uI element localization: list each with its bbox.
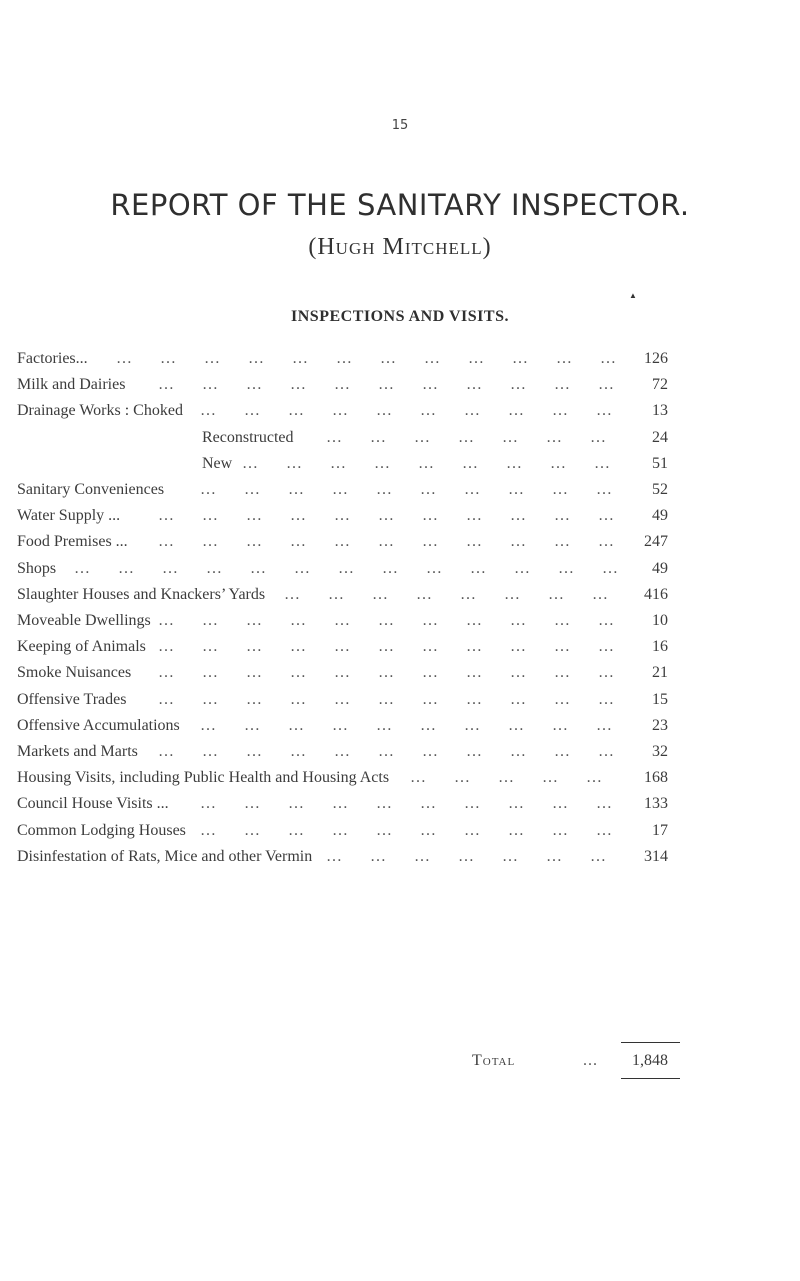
dot-leaders: … … … … … … … … … … … bbox=[158, 664, 615, 682]
list-item bbox=[0, 425, 800, 451]
item-value: 168 bbox=[644, 769, 668, 787]
item-value: 21 bbox=[652, 664, 668, 682]
item-label: Disinfestation of Rats, Mice and other Vermin bbox=[17, 847, 313, 865]
dot-leaders: … … … … … bbox=[410, 769, 603, 787]
dot-leaders: … … … … … … … … … … bbox=[200, 795, 613, 813]
dot-leaders: … … … … … … … … … … bbox=[200, 716, 613, 734]
list-item bbox=[0, 608, 800, 634]
dot-leaders: … … … … … … … … … … bbox=[200, 821, 613, 839]
dot-leaders: … … … … … … … … … … … bbox=[158, 612, 615, 629]
total-row bbox=[0, 1048, 800, 1074]
list-item bbox=[0, 372, 800, 398]
item-value: 49 bbox=[652, 507, 668, 525]
total-leaders: ... bbox=[583, 1052, 598, 1069]
list-item bbox=[0, 739, 800, 765]
item-value: 23 bbox=[652, 716, 668, 734]
item-label: Factories... bbox=[17, 350, 88, 367]
list-item bbox=[0, 451, 800, 477]
item-value: 51 bbox=[652, 454, 668, 472]
item-value: 17 bbox=[652, 821, 668, 839]
dot-leaders: … … … … … … … … … … … bbox=[158, 690, 615, 708]
list-item bbox=[0, 529, 800, 555]
item-label: Drainage Works : Choked bbox=[17, 402, 183, 420]
dot-leaders: … … … … … … … bbox=[326, 428, 607, 446]
page-number: 15 bbox=[391, 118, 409, 133]
item-value: 314 bbox=[644, 847, 668, 865]
item-label: Offensive Trades bbox=[17, 690, 127, 708]
report-title: REPORT OF THE SANITARY INSPECTOR. bbox=[110, 188, 690, 222]
item-value: 133 bbox=[644, 795, 668, 813]
item-label: Water Supply ... bbox=[17, 507, 121, 525]
item-value: 32 bbox=[652, 743, 668, 760]
item-value: 15 bbox=[652, 690, 668, 708]
item-value: 247 bbox=[644, 533, 668, 551]
item-label: Markets and Marts bbox=[17, 743, 138, 760]
dot-leaders: … … … … … … … … … … … … bbox=[116, 350, 617, 367]
list-item bbox=[0, 398, 800, 424]
total-rule-bottom bbox=[621, 1078, 680, 1079]
item-label: Shops bbox=[17, 559, 57, 577]
list-item bbox=[0, 660, 800, 686]
item-value: 13 bbox=[652, 402, 668, 420]
item-label: Keeping of Animals bbox=[17, 638, 146, 656]
dot-leaders: … … … … … … … … … … bbox=[200, 402, 613, 420]
item-value: 52 bbox=[652, 481, 668, 498]
dot-leaders: … … … … … … … … … … … bbox=[158, 376, 615, 394]
total-value: 1,848 bbox=[632, 1052, 668, 1069]
dot-leaders: … … … … … … … … … … … bbox=[158, 533, 615, 551]
item-value: 24 bbox=[652, 428, 668, 446]
list-item bbox=[0, 346, 800, 372]
item-value: 16 bbox=[652, 638, 668, 656]
dot-leaders: … … … … … … … … bbox=[284, 585, 609, 603]
dot-leaders: … … … … … … … … … … … bbox=[158, 638, 615, 656]
list-item bbox=[0, 844, 800, 870]
item-label: Slaughter Houses and Knackers’ Yards bbox=[17, 585, 266, 603]
item-label: Food Premises ... bbox=[17, 533, 128, 551]
section-heading: INSPECTIONS AND VISITS. bbox=[291, 308, 509, 325]
list-item bbox=[0, 634, 800, 660]
list-item bbox=[0, 713, 800, 739]
dot-leaders: … … … … … … … … … … … … … bbox=[74, 559, 619, 577]
item-label: Moveable Dwellings bbox=[17, 612, 151, 629]
item-value: 10 bbox=[652, 612, 668, 629]
item-label: Offensive Accumulations bbox=[17, 716, 180, 734]
item-label: Common Lodging Houses bbox=[17, 821, 186, 839]
item-value: 126 bbox=[644, 350, 668, 367]
dot-leaders: … … … … … … … … … bbox=[242, 454, 611, 472]
item-label: Milk and Dairies bbox=[17, 376, 126, 394]
list-item bbox=[0, 765, 800, 791]
dot-leaders: … … … … … … … bbox=[326, 847, 607, 865]
list-item bbox=[0, 477, 800, 503]
total-label: Total bbox=[472, 1052, 516, 1069]
dot-leaders: … … … … … … … … … … bbox=[200, 481, 613, 498]
item-label: New bbox=[202, 454, 233, 472]
item-label: Reconstructed bbox=[202, 428, 294, 446]
item-label: Sanitary Conveniences bbox=[17, 481, 165, 498]
list-item bbox=[0, 687, 800, 713]
item-value: 72 bbox=[652, 376, 668, 394]
list-item bbox=[0, 582, 800, 608]
item-label: Smoke Nuisances bbox=[17, 664, 132, 682]
stray-mark-icon: ▲ bbox=[629, 291, 637, 300]
list-item bbox=[0, 818, 800, 844]
item-value: 49 bbox=[652, 559, 668, 577]
dot-leaders: … … … … … … … … … … … bbox=[158, 743, 615, 760]
list-item bbox=[0, 556, 800, 582]
item-label: Housing Visits, including Public Health and Housing Acts bbox=[17, 769, 390, 787]
item-value: 416 bbox=[644, 585, 668, 603]
list-item bbox=[0, 503, 800, 529]
dot-leaders: … … … … … … … … … … … bbox=[158, 507, 615, 525]
list-item bbox=[0, 791, 800, 817]
total-rule-top bbox=[621, 1042, 680, 1043]
inspector-name: (Hugh Mitchell) bbox=[308, 234, 492, 260]
item-label: Council House Visits ... bbox=[17, 795, 169, 813]
